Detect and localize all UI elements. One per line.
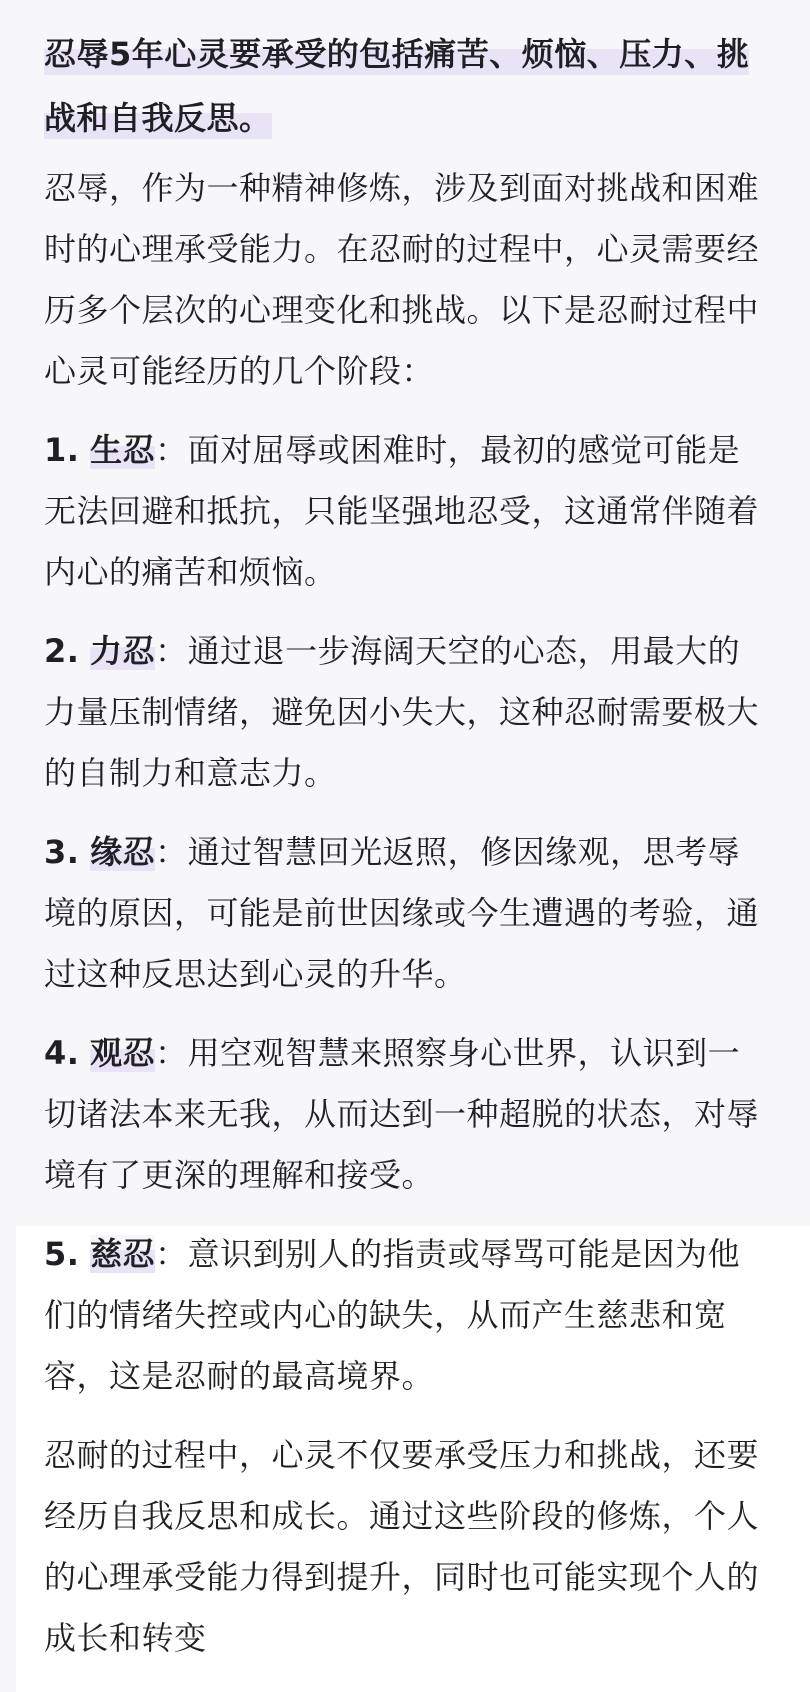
list-item <box>44 1023 770 1206</box>
item-number: 4. <box>44 1034 80 1072</box>
item-text: ：面对屈辱或困难时，最初的感觉可能是无法回避和抵抗，只能坚强地忍受，这通常伴随着内心的痛苦和烦恼。 <box>44 431 760 591</box>
item-term: 观忍 <box>90 1034 156 1072</box>
list-item <box>44 822 770 1005</box>
item-number: 2. <box>44 632 80 670</box>
item-term: 生忍 <box>90 431 156 469</box>
item-number: 3. <box>44 833 80 871</box>
item-term: 力忍 <box>90 632 156 670</box>
intro-paragraph: 忍辱，作为一种精神修炼，涉及到面对挑战和困难时的心理承受能力。在忍耐的过程中，心灵需要经历多个层次的心理变化和挑战。以下是忍耐过程中心灵可能经历的几个阶段： <box>44 169 760 390</box>
list-item <box>44 420 770 603</box>
item-text: ：用空观智慧来照察身心世界，认识到一切诸法本来无我，从而达到一种超脱的状态，对辱境有了更深的理解和接受。 <box>44 1034 760 1194</box>
item-term: 慈忍 <box>90 1235 156 1273</box>
title-text: 忍辱5年心灵要承受的包括痛苦、烦恼、压力、挑战和自我反思。 <box>44 35 750 137</box>
item-text: ：意识到别人的指责或辱骂可能是因为他们的情绪失控或内心的缺失，从而产生慈悲和宽容，这是忍耐的最高境界。 <box>44 1235 741 1395</box>
item-text: ：通过智慧回光返照，修因缘观，思考辱境的原因，可能是前世因缘或今生遭遇的考验，通过这种反思达到心灵的升华。 <box>44 833 760 993</box>
list-item <box>44 1224 770 1407</box>
page-title <box>44 22 770 150</box>
conclusion-paragraph: 忍耐的过程中，心灵不仅要承受压力和挑战，还要经历自我反思和成长。通过这些阶段的修炼，个人的心理承受能力得到提升，同时也可能实现个人的成长和转变 <box>44 1436 760 1657</box>
item-number: 1. <box>44 431 80 469</box>
list-item <box>44 621 770 804</box>
item-number: 5. <box>44 1235 80 1273</box>
stages-list <box>44 420 770 1407</box>
item-term: 缘忍 <box>90 833 156 871</box>
item-text: ：通过退一步海阔天空的心态，用最大的力量压制情绪，避免因小失大，这种忍耐需要极大的自制力和意志力。 <box>44 632 760 792</box>
